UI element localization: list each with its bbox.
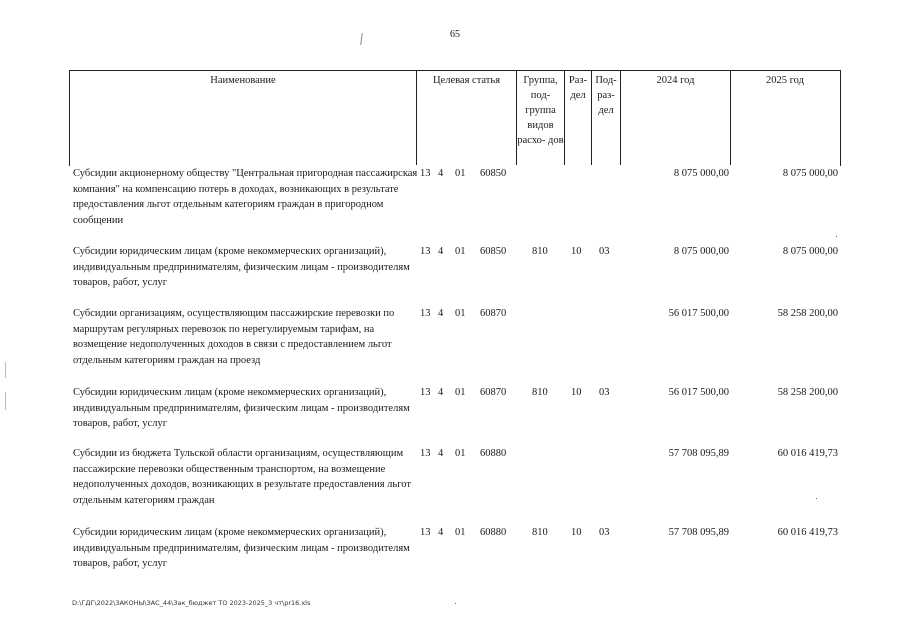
target-direction-code: 60850 [480,168,507,179]
amount-2025: 60 016 419,73 [777,527,838,538]
amount-2025: 8 075 000,00 [782,246,838,257]
amount-2024: 56 017 500,00 [668,387,729,398]
target-direction-code: 60870 [480,308,507,319]
target-main-code: 01 [455,168,466,179]
header-target-article: Целевая статья [432,75,501,86]
target-subprogram-code: 4 [438,308,444,319]
target-program-code: 13 [420,448,431,459]
target-program-code: 13 [420,246,431,257]
amount-2025: 58 258 200,00 [777,308,838,319]
expense-type-code: 810 [532,527,548,538]
header-name: Наименование [210,75,276,86]
target-subprogram-code: 4 [438,246,444,257]
target-direction-code: 60880 [480,527,507,538]
margin-mark [5,362,6,378]
table-row-name: Субсидии юридическим лицам (кроме некоммерческих организаций), индивидуальным предпринимателям, физическим лицам - производителям товаров, работ, услуг [73,387,410,429]
target-program-code: 13 [420,308,431,319]
subsection-code: 03 [599,527,610,538]
section-code: 10 [571,527,582,538]
amount-2025: 8 075 000,00 [782,168,838,179]
footer-file-path: D:\ГДГ\2022\ЗАКОНЫ\ЗАС_44\Зак_бюджет ТО 2023-2025_3 чт\pr16.xls [72,599,311,607]
target-subprogram-code: 4 [438,448,444,459]
expense-type-code: 810 [532,387,548,398]
subsection-code: 03 [599,387,610,398]
target-main-code: 01 [455,387,466,398]
header-year-2024: 2024 год [656,75,695,86]
target-program-code: 13 [420,168,431,179]
amount-2025: 58 258 200,00 [777,387,838,398]
header-year-2025: 2025 год [766,75,804,86]
target-main-code: 01 [455,448,466,459]
target-direction-code: 60880 [480,448,507,459]
margin-mark [5,392,6,410]
table-row-name: Субсидии организациям, осуществляющим пассажирские перевозки по маршрутам регулярных перевозок по нерегулируемым тарифам, на возмещение недополученных доходов в связи с предоставлением льгот отдельным категориям граждан на проезд [73,308,395,366]
target-program-code: 13 [420,387,431,398]
amount-2025: 60 016 419,73 [777,448,838,459]
scan-speck [816,498,817,499]
scan-speck [455,603,456,604]
expense-type-code: 810 [532,246,548,257]
amount-2024: 57 708 095,89 [668,527,729,538]
table-row-name: Субсидии юридическим лицам (кроме некоммерческих организаций), индивидуальным предпринимателям, физическим лицам - производителям товаров, работ, услуг [73,246,410,288]
table-row-name: Субсидии акционерному обществу "Центральная пригородная пассажирская компания" на компенсацию потерь в доходах, возникающих в результате предоставления льгот отдельным категориям граждан в пригородном сообщении [73,168,418,226]
page-number: 65 [450,29,460,40]
table-row-name: Субсидии из бюджета Тульской области организациям, осуществляющим пассажирские перевозки общественным транспортом, на возмещение недополученных доходов, возникающих в результате предоставления льгот отдельным категориям граждан [73,448,411,506]
header-subsection: Под- раз- дел [595,75,617,116]
amount-2024: 8 075 000,00 [673,246,729,257]
amount-2024: 57 708 095,89 [668,448,729,459]
amount-2024: 56 017 500,00 [668,308,729,319]
target-direction-code: 60850 [480,246,507,257]
target-subprogram-code: 4 [438,168,444,179]
target-direction-code: 60870 [480,387,507,398]
amount-2024: 8 075 000,00 [673,168,729,179]
target-main-code: 01 [455,308,466,319]
target-subprogram-code: 4 [438,387,444,398]
target-program-code: 13 [420,527,431,538]
subsection-code: 03 [599,246,610,257]
target-main-code: 01 [455,527,466,538]
table-row-name: Субсидии юридическим лицам (кроме некоммерческих организаций), индивидуальным предпринимателям, физическим лицам - производителям товаров, работ, услуг [73,527,410,569]
header-section: Раз- дел [568,75,588,101]
target-main-code: 01 [455,246,466,257]
target-subprogram-code: 4 [438,527,444,538]
section-code: 10 [571,246,582,257]
scan-speck [836,236,837,237]
header-expense-group: Группа, под- группа видов расхо- дов [517,75,564,146]
section-code: 10 [571,387,582,398]
